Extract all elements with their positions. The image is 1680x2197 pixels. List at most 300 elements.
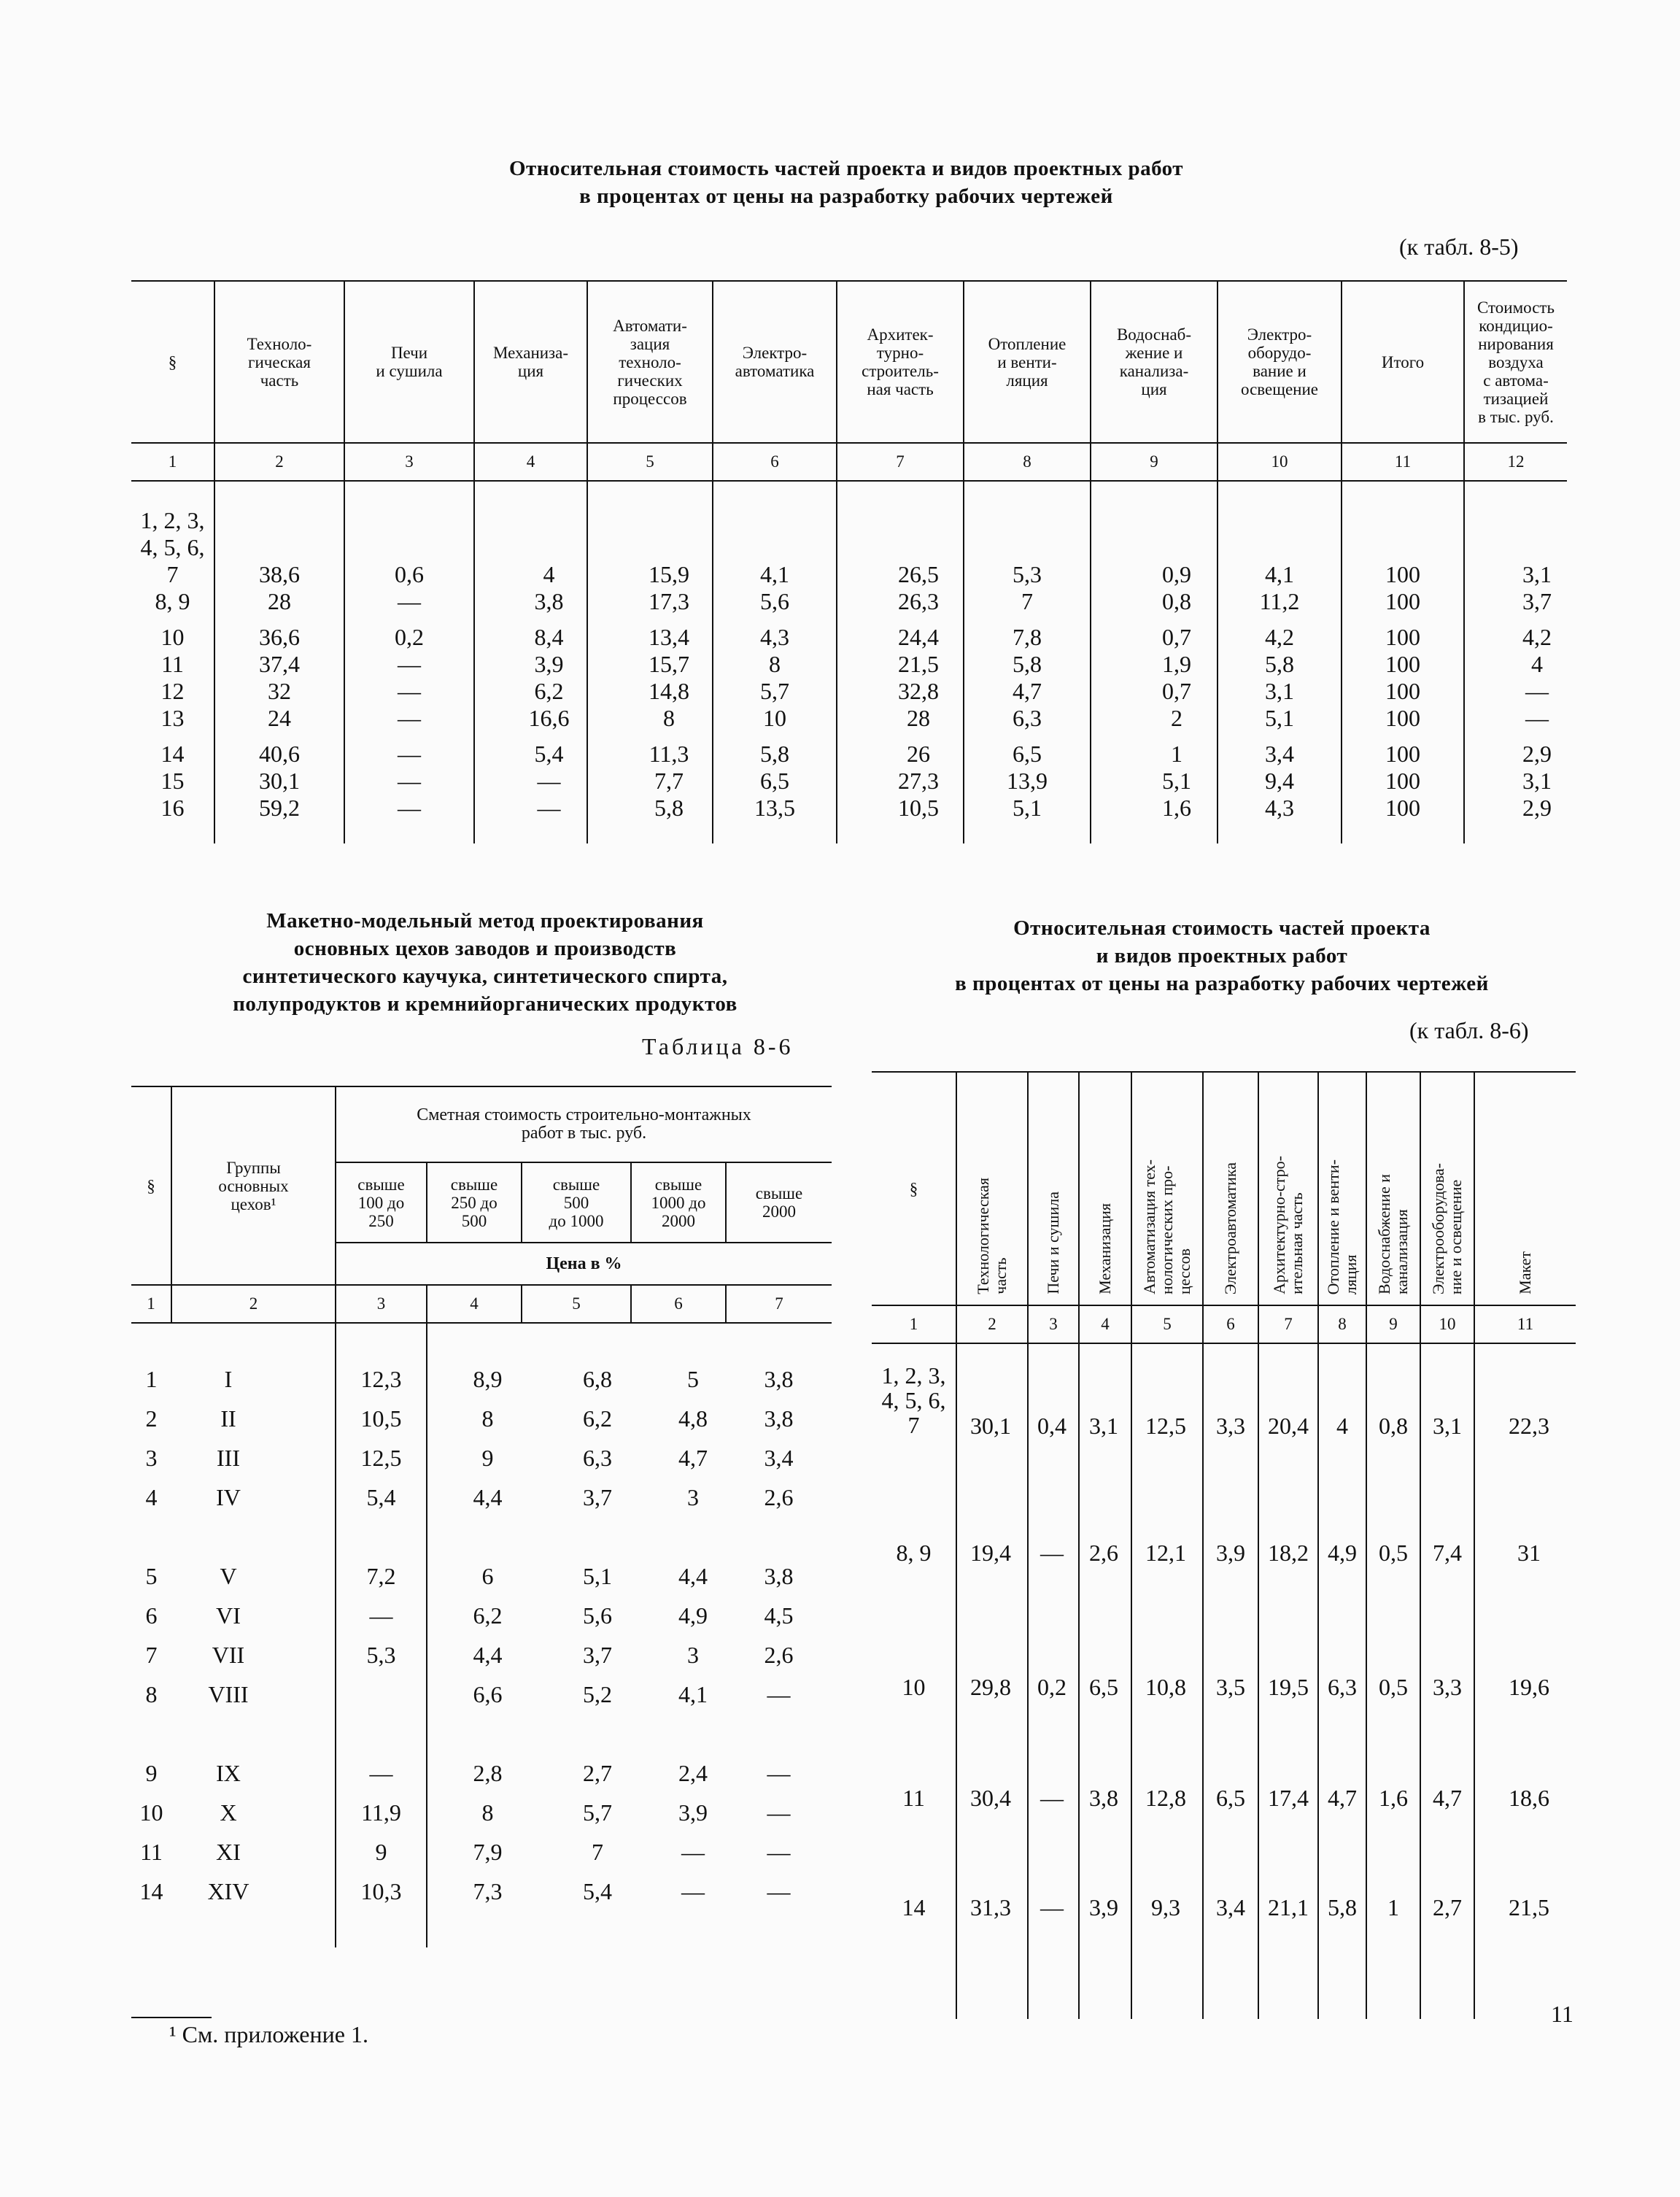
- t1-cell-col-10: [1218, 534, 1342, 561]
- t3-cell-col-3: —: [1028, 1743, 1079, 1853]
- t1-cell-col-4: 8,4: [474, 624, 587, 651]
- t3-header-rotated-label: [1271, 1156, 1306, 1294]
- t1-gap-cell: [837, 615, 964, 624]
- t3-header-line: цессов: [1175, 1248, 1193, 1294]
- t2-cell-col-5: 6,8: [583, 1365, 612, 1392]
- t2-header-range-line: до 1000: [549, 1211, 604, 1230]
- t1-cell-col-9: 2: [1091, 705, 1218, 732]
- t1-cell-col-9: 1,6: [1091, 795, 1218, 822]
- t1-header-col-3-line: и сушила: [376, 362, 443, 380]
- t1-cell-col-10: 3,4: [1218, 741, 1342, 768]
- t3-cell-col-11: 18,6: [1509, 1784, 1549, 1811]
- t3-cell-col-10: 7,4: [1420, 1475, 1474, 1631]
- t3-cell-col-1: 10: [872, 1631, 956, 1743]
- t1-cell-col-2: 40,6: [214, 741, 344, 768]
- t1-cell-col-5: 17,3: [587, 588, 713, 615]
- t2-cell-col-7: 4,5: [764, 1602, 794, 1629]
- t2-cell-col-2: II: [171, 1399, 336, 1438]
- t1-cell-col-11: 100: [1342, 795, 1464, 822]
- t1-cell-col-8: 13,9: [964, 768, 1091, 795]
- t1-title-line2: в процентах от цены на разработку рабочих чертежей: [579, 185, 1113, 208]
- t1-cell-col-4: [474, 507, 587, 534]
- t2-cell-col-4: 4,4: [473, 1483, 503, 1510]
- t1-cell-col-2: [214, 534, 344, 561]
- t3-column-number: 3: [1028, 1305, 1079, 1343]
- t1-header-col-12-line: с автома-: [1483, 371, 1549, 390]
- t2-column-number: 7: [775, 1294, 783, 1313]
- t3-header-line: нологических про-: [1158, 1165, 1176, 1294]
- t3-column-number: 8: [1318, 1305, 1366, 1343]
- t2-table-row: [131, 1635, 832, 1675]
- t3-header-line: часть: [991, 1257, 1010, 1294]
- t2-cell-col-2: I: [171, 1359, 336, 1399]
- t1-top-gap: [131, 481, 1567, 507]
- t1-gap-cell: [1342, 481, 1464, 507]
- t2-cell-col-4: 8: [481, 1405, 494, 1432]
- t2-cell-col-7: —: [767, 1838, 791, 1865]
- t3-cell-col-11: 22,3: [1509, 1413, 1549, 1439]
- t3-header-col-7: [1258, 1072, 1318, 1305]
- t3-cell-col-9: 0,5: [1366, 1475, 1420, 1631]
- t3-cell-col-10: 3,1: [1420, 1343, 1474, 1475]
- t3-gap-cell: [1028, 1962, 1079, 2019]
- t1-cell-col-5: 14,8: [587, 678, 713, 705]
- t1-cell-col-11: 100: [1342, 624, 1464, 651]
- t3-column-number: 11: [1517, 1315, 1534, 1333]
- t1-header-col-9-line: Водоснаб-: [1116, 325, 1192, 344]
- t2-table-row: [131, 1399, 832, 1438]
- t2-cell-col-3: 12,5: [336, 1438, 427, 1478]
- t1-gap-cell: [713, 822, 837, 843]
- t3-cell-col-1: 14: [872, 1853, 956, 1962]
- t1-gap-cell: [344, 822, 474, 843]
- t2-gap-cell: [726, 1714, 832, 1753]
- t1-cell-col-1: 8, 9: [131, 588, 214, 615]
- footnote: ¹ См. приложение 1.: [169, 2021, 368, 2047]
- t1-header-col-12: [1464, 281, 1567, 443]
- t2-gap-cell: [631, 1517, 726, 1556]
- t1-header-col-8-line: Отопление: [988, 334, 1067, 353]
- t3-cell-col-6: 3,3: [1203, 1343, 1258, 1475]
- t2-cell-col-7: 3,8: [764, 1405, 794, 1432]
- t3-gap-cell: [872, 1962, 956, 2019]
- t2-cell-col-6: 4,8: [678, 1405, 708, 1432]
- t2-header-groups-l3: цехов¹: [231, 1194, 276, 1213]
- t3-header-col-4: [1079, 1072, 1131, 1305]
- t1-gap-cell: [344, 481, 474, 507]
- t2-cell-col-2: IV: [171, 1478, 336, 1517]
- t3-cell-col-5: 12,1: [1131, 1475, 1203, 1631]
- t2-cell-col-5: 6,2: [583, 1405, 612, 1432]
- t3-table: [872, 1071, 1576, 2019]
- t1-cell-col-1: 7: [131, 561, 214, 588]
- t1-table-row: [131, 741, 1567, 768]
- t1-cell-col-8: 6,3: [964, 705, 1091, 732]
- t3-first-section-line: 4, 5, 6,: [881, 1387, 946, 1413]
- t2-cell-col-3: 10,5: [336, 1399, 427, 1438]
- t1-cell-col-11: 100: [1342, 651, 1464, 678]
- t1-cell-col-1: 16: [131, 795, 214, 822]
- t2-cell-col-2: XIV: [171, 1872, 336, 1911]
- t2-cell-col-6: —: [681, 1877, 705, 1904]
- t2-group-gap: [131, 1714, 832, 1753]
- t1-gap-cell: [1218, 615, 1342, 624]
- t2-group-gap: [131, 1517, 832, 1556]
- t1-gap-cell: [474, 822, 587, 843]
- t3-column-number: 1: [872, 1305, 956, 1343]
- t1-gap-cell: [1342, 732, 1464, 741]
- t2-gap-cell: [171, 1323, 336, 1359]
- t1-cell-col-10: 5,8: [1218, 651, 1342, 678]
- t3-title-line1: Относительная стоимость частей проекта: [1013, 916, 1431, 940]
- t1-cell-col-12: 4,2: [1522, 624, 1552, 650]
- t2-cell-col-4: 6: [481, 1562, 494, 1589]
- t1-gap-cell: [837, 732, 964, 741]
- t3-table-row: [872, 1475, 1576, 1631]
- t1-header-col-11: [1342, 281, 1464, 443]
- t3-column-number: 9: [1366, 1305, 1420, 1343]
- t3-cell-col-5: 12,8: [1131, 1743, 1203, 1853]
- t1-cell-col-2: 37,4: [214, 651, 344, 678]
- t1-header-col-7-line: турно-: [876, 344, 924, 362]
- t2-cell-col-2: X: [171, 1793, 336, 1832]
- t1-cell-col-7: 26: [837, 741, 964, 768]
- t1-reference: (к табл. 8-5): [1399, 233, 1519, 260]
- t1-gap-cell: [964, 732, 1091, 741]
- t1-gap-cell: [214, 732, 344, 741]
- t1-cell-col-11: [1342, 534, 1464, 561]
- t1-cell-col-2: 38,6: [214, 561, 344, 588]
- t1-header-col-10: [1218, 281, 1342, 443]
- t1-gap-cell: [1091, 481, 1218, 507]
- t1-gap-cell: [131, 481, 214, 507]
- t1-header-col-2-line: гическая: [248, 352, 311, 371]
- t1-cell-col-7: 26,3: [837, 588, 964, 615]
- t2-cell-col-5: 6,3: [583, 1444, 612, 1471]
- t3-cell-col-9: 1: [1366, 1853, 1420, 1962]
- t1-cell-col-7: 26,5: [837, 561, 964, 588]
- t2-cell-col-6: 4,1: [678, 1680, 708, 1707]
- t3-gap-cell: [1258, 1962, 1318, 2019]
- t2-table-row: [131, 1872, 832, 1911]
- t1-cell-col-10: 4,1: [1218, 561, 1342, 588]
- t2-gap-cell: [522, 1911, 631, 1947]
- t1-header-col-5-line: Автомати-: [613, 316, 687, 335]
- t1-cell-col-8: 5,8: [964, 651, 1091, 678]
- t3-title-line2: и видов проектных работ: [1096, 944, 1348, 968]
- t2-gap-cell: [171, 1911, 336, 1947]
- t3-header-rotated-label: [1096, 1203, 1114, 1294]
- t2-cell-col-4: 2,8: [473, 1759, 503, 1786]
- t1-header-col-12-line: в тыс. руб.: [1478, 407, 1554, 426]
- t3-header-line: Электрооборудова-: [1429, 1162, 1447, 1294]
- t3-column-number: 10: [1420, 1305, 1474, 1343]
- t2-cell-col-3: 5,4: [336, 1478, 427, 1517]
- t1-column-number: 9: [1091, 443, 1218, 481]
- t2-cell-col-6: 3: [687, 1641, 699, 1668]
- t2-title: [124, 907, 846, 1018]
- t3-header-rotated-label: [1430, 1163, 1465, 1294]
- t2-cell-col-3: [336, 1675, 427, 1714]
- t2-header-range-4: [631, 1162, 726, 1243]
- t2-gap-cell: [522, 1714, 631, 1753]
- t1-cell-col-11: 100: [1342, 705, 1464, 732]
- t2-cell-col-6: 4,9: [678, 1602, 708, 1629]
- t1-cell-col-10: 5,1: [1218, 705, 1342, 732]
- t1-cell-col-2: 30,1: [214, 768, 344, 795]
- t2-cell-col-3: —: [336, 1753, 427, 1793]
- t2-header-cost: [336, 1086, 832, 1162]
- t1-cell-col-3: [344, 507, 474, 534]
- t3-header-line: Макет: [1516, 1251, 1534, 1294]
- t3-cell-col-6: 3,9: [1203, 1475, 1258, 1631]
- t2-gap-cell: [336, 1517, 427, 1556]
- t1-cell-col-11: [1342, 507, 1464, 534]
- t1-column-number: 10: [1218, 443, 1342, 481]
- t2-cell-col-4: 8: [481, 1799, 494, 1826]
- t1-cell-col-6: 6,5: [713, 768, 837, 795]
- t1-header-col-5-line: гических: [617, 371, 683, 390]
- t2-cell-col-4: 6,6: [473, 1680, 503, 1707]
- t3-cell-col-6: 3,5: [1203, 1631, 1258, 1743]
- t1-header-col-10-line: оборудо-: [1247, 344, 1312, 362]
- t2-cell-col-6: 2,4: [678, 1759, 708, 1786]
- t1-cell-col-6: 4,1: [713, 561, 837, 588]
- t1-cell-col-1: 12: [131, 678, 214, 705]
- t1-cell-col-12: 3,7: [1522, 588, 1552, 614]
- t3-table-row: [872, 1631, 1576, 1743]
- t3-column-number: 2: [956, 1305, 1028, 1343]
- t3-header-line: Электроавтоматика: [1221, 1162, 1239, 1294]
- t2-cell-col-5: 3,7: [583, 1641, 612, 1668]
- t3-cell-col-11: 21,5: [1509, 1893, 1549, 1920]
- t2-gap-cell: [631, 1714, 726, 1753]
- t2-table-label: Таблица 8-6: [642, 1033, 794, 1059]
- t2-title-line2: основных цехов заводов и производств: [293, 937, 677, 960]
- t3-header-col-5: [1131, 1072, 1203, 1305]
- t3-header-line: Механизация: [1096, 1203, 1114, 1294]
- t2-cell-col-7: —: [767, 1799, 791, 1826]
- t2-table: [131, 1086, 832, 1947]
- t1-cell-col-6: 8: [713, 651, 837, 678]
- t2-header-range-line: 500: [461, 1211, 487, 1230]
- t1-cell-col-2: 59,2: [214, 795, 344, 822]
- t1-cell-col-6: 13,5: [713, 795, 837, 822]
- t2-header-range-line: свыше: [357, 1175, 405, 1194]
- t2-header-cost-l2: работ в тыс. руб.: [521, 1124, 647, 1143]
- t2-cell-col-2: IX: [171, 1753, 336, 1793]
- t3-title-line3: в процентах от цены на разработку рабочих чертежей: [955, 972, 1489, 995]
- t2-header-range-line: 2000: [662, 1211, 695, 1230]
- t1-cell-col-11: 100: [1342, 678, 1464, 705]
- t3-header-rotated-label: [1325, 1159, 1360, 1294]
- t1-cell-col-7: [837, 507, 964, 534]
- t1-cell-col-10: 3,1: [1218, 678, 1342, 705]
- t1-column-number: 5: [587, 443, 713, 481]
- t1-cell-col-2: [214, 507, 344, 534]
- t2-gap-cell: [631, 1911, 726, 1947]
- t1-header-col-12-line: нирования: [1478, 334, 1554, 353]
- t2-cell-col-2: XI: [171, 1832, 336, 1872]
- t1-cell-col-3: —: [344, 588, 474, 615]
- t1-cell-col-3: —: [344, 651, 474, 678]
- t1-header-col-3: [344, 281, 474, 443]
- t2-cell-col-2: VI: [171, 1596, 336, 1635]
- t3-cell-col-4: 6,5: [1079, 1631, 1131, 1743]
- t3-title: [853, 914, 1590, 997]
- t1-gap-cell: [1091, 822, 1218, 843]
- t1-cell-col-4: 3,9: [474, 651, 587, 678]
- t3-cell-col-8: 5,8: [1318, 1853, 1366, 1962]
- t3-cell-col-7: 19,5: [1258, 1631, 1318, 1743]
- t1-cell-col-7: 10,5: [837, 795, 964, 822]
- t2-cell-col-3: 7,2: [336, 1556, 427, 1596]
- t2-cell-col-7: 3,8: [764, 1562, 794, 1589]
- t1-gap-cell: [837, 822, 964, 843]
- t3-header-col-6: [1203, 1072, 1258, 1305]
- t2-cell-col-7: 3,8: [764, 1365, 794, 1392]
- t1-header-col-7-line: строитель-: [862, 362, 939, 380]
- t2-header-range-line: 250 до: [451, 1193, 498, 1212]
- t2-gap-cell: [427, 1323, 522, 1359]
- t3-first-section-line: 7: [907, 1412, 920, 1438]
- t1-cell-col-8: 5,1: [964, 795, 1091, 822]
- t1-cell-col-3: 0,6: [344, 561, 474, 588]
- t1-cell-col-4: —: [474, 795, 587, 822]
- t3-cell-col-3: 0,2: [1028, 1631, 1079, 1743]
- t1-column-number: 3: [344, 443, 474, 481]
- t2-cell-col-3: 10,3: [336, 1872, 427, 1911]
- t3-bottom-gap: [872, 1962, 1576, 2019]
- t1-cell-col-10: 4,3: [1218, 795, 1342, 822]
- t3-header-rotated-label: [1376, 1174, 1411, 1294]
- t2-cell-col-1: 3: [145, 1444, 158, 1471]
- t3-cell-col-2: 30,4: [956, 1743, 1028, 1853]
- t3-cell-col-10: 4,7: [1420, 1743, 1474, 1853]
- t1-header-col-2: [214, 281, 344, 443]
- t2-header-range-5: [726, 1162, 832, 1243]
- t2-gap-cell: [131, 1323, 171, 1359]
- t3-cell-col-9: 0,5: [1366, 1631, 1420, 1743]
- t2-cell-col-6: 3,9: [678, 1799, 708, 1826]
- t3-header-rotated-label: [1141, 1159, 1193, 1294]
- t1-cell-col-1: 13: [131, 705, 214, 732]
- t1-cell-col-8: 7,8: [964, 624, 1091, 651]
- t1-cell-col-5: [587, 534, 713, 561]
- t1-column-number: 8: [964, 443, 1091, 481]
- t3-header-rotated-label: [1045, 1192, 1062, 1294]
- t1-gap-cell: [131, 822, 214, 843]
- t2-header-range-line: 250: [368, 1211, 394, 1230]
- t1-cell-col-9: [1091, 507, 1218, 534]
- t3-cell-col-8: 4: [1318, 1343, 1366, 1475]
- t3-cell-col-5: 9,3: [1131, 1853, 1203, 1962]
- t2-cell-col-1: 10: [139, 1799, 163, 1826]
- t1-table-row: [131, 561, 1567, 588]
- t1-cell-col-7: 24,4: [837, 624, 964, 651]
- t2-header-range-1: [336, 1162, 427, 1243]
- t2-cell-col-1: 6: [145, 1602, 158, 1629]
- t3-cell-col-2: 30,1: [956, 1343, 1028, 1475]
- t1-cell-col-7: 28: [837, 705, 964, 732]
- t3-gap-cell: [1079, 1962, 1131, 2019]
- t2-gap-cell: [631, 1323, 726, 1359]
- t1-cell-col-9: 1,9: [1091, 651, 1218, 678]
- t1-cell-col-4: 6,2: [474, 678, 587, 705]
- t1-cell-col-5: 15,7: [587, 651, 713, 678]
- t2-gap-cell: [726, 1911, 832, 1947]
- t1-header-col-3-line: Печи: [390, 344, 428, 362]
- t1-header-col-8-line: ляция: [1006, 371, 1048, 390]
- t2-cell-col-1: 9: [145, 1759, 158, 1786]
- t1-cell-col-1: 10: [131, 624, 214, 651]
- t2-column-number: 3: [336, 1285, 427, 1323]
- t2-cell-col-7: 2,6: [764, 1483, 794, 1510]
- t1-cell-col-3: 0,2: [344, 624, 474, 651]
- t1-cell-col-2: 28: [214, 588, 344, 615]
- t1-cell-col-5: 13,4: [587, 624, 713, 651]
- t3-column-number: 7: [1258, 1305, 1318, 1343]
- t1-table-row: [131, 795, 1567, 822]
- t3-gap-cell: [1366, 1962, 1420, 2019]
- t3-cell-col-7: 17,4: [1258, 1743, 1318, 1853]
- t3-header-col-11: [1474, 1072, 1576, 1305]
- t2-header-groups-l2: основных: [218, 1176, 289, 1195]
- t1-header-col-10-line: вание и: [1253, 362, 1307, 380]
- t2-cell-col-5: 7: [592, 1838, 603, 1865]
- t1-cell-col-3: —: [344, 705, 474, 732]
- t3-column-number: 5: [1131, 1305, 1203, 1343]
- t1-header-col-10-line: освещение: [1241, 380, 1318, 398]
- t3-header-line: Автоматизация тех-: [1140, 1159, 1158, 1294]
- t3-cell-col-4: 3,8: [1079, 1743, 1131, 1853]
- t1-cell-col-4: 3,8: [474, 588, 587, 615]
- t1-header-col-7-line: Архитек-: [867, 325, 934, 344]
- t2-header-range-line: 100 до: [357, 1193, 405, 1212]
- t1-gap-cell: [474, 732, 587, 741]
- t2-column-number: 6: [631, 1285, 726, 1323]
- t1-header-col-4: [474, 281, 587, 443]
- t1-gap-cell: [587, 615, 713, 624]
- t3-header-col-9: [1366, 1072, 1420, 1305]
- t1-gap-cell: [344, 615, 474, 624]
- t1-cell-col-12: 2,9: [1522, 795, 1552, 821]
- t2-cell-col-4: 9: [481, 1444, 494, 1471]
- t2-table-row: [131, 1675, 832, 1714]
- t1-gap-cell: [964, 615, 1091, 624]
- t2-cell-col-4: 8,9: [473, 1365, 503, 1392]
- t2-cell-col-1: 11: [140, 1838, 163, 1865]
- t1-column-number: 11: [1342, 443, 1464, 481]
- t1-cell-col-6: 5,7: [713, 678, 837, 705]
- t3-header-line: ние и освещение: [1447, 1179, 1465, 1294]
- t1-cell-col-6: [713, 534, 837, 561]
- t3-first-section-line: 1, 2, 3,: [881, 1362, 946, 1389]
- t2-cell-col-1: 14: [139, 1877, 163, 1904]
- t1-cell-col-1: 1, 2, 3,: [131, 507, 214, 534]
- t1-cell-col-12: 3,1: [1522, 768, 1552, 794]
- t1-cell-col-1: 4, 5, 6,: [131, 534, 214, 561]
- t1-cell-col-4: 5,4: [474, 741, 587, 768]
- t3-reference: (к табл. 8-6): [1409, 1017, 1529, 1043]
- t1-cell-col-5: 5,8: [587, 795, 713, 822]
- t2-group-gap: [131, 1323, 832, 1359]
- t1-cell-col-12: 3,1: [1522, 561, 1552, 587]
- t1-gap-cell: [474, 481, 587, 507]
- t2-table-row: [131, 1359, 832, 1399]
- t2-cell-col-1: 4: [145, 1483, 158, 1510]
- t3-gap-cell: [1203, 1962, 1258, 2019]
